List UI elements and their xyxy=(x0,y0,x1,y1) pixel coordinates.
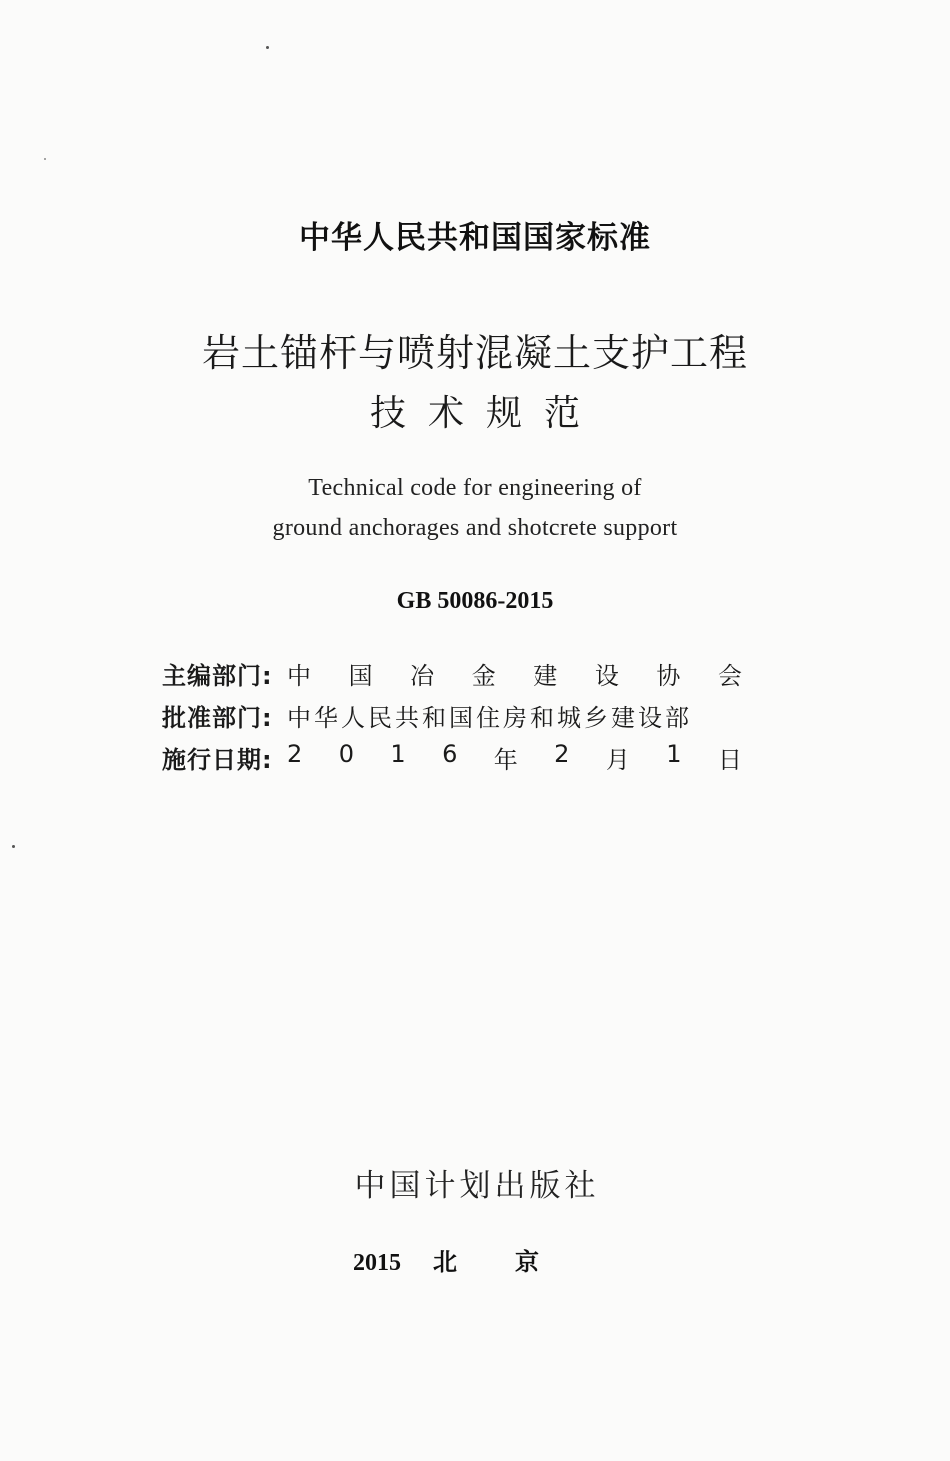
publication-place xyxy=(0,1242,950,1277)
value-char: 2 xyxy=(554,740,570,768)
value-char: 年 xyxy=(493,746,518,774)
approval-value: 中华人民共和国住房和城乡建设部 xyxy=(287,704,692,732)
value-char: 会 xyxy=(717,662,742,690)
effective-date-row xyxy=(162,740,742,774)
value-char: 1 xyxy=(666,740,682,768)
standard-title: 中华人民共和国国家标准 xyxy=(299,220,651,256)
publisher: 中国计划出版社 xyxy=(354,1168,600,1204)
publication-year: 2015 xyxy=(353,1250,401,1276)
scan-speck xyxy=(266,46,269,49)
scan-speck xyxy=(12,845,15,848)
value-char: 0 xyxy=(338,740,354,768)
chief-editor-label: 主编部门: xyxy=(162,662,273,690)
value-char: 冶 xyxy=(410,662,435,690)
value-char: 设 xyxy=(594,662,619,690)
title-cn-line1: 岩土锚杆与喷射混凝土支护工程 xyxy=(201,331,748,375)
approval-label: 批准部门: xyxy=(162,704,273,732)
publication-city: 北京 xyxy=(433,1250,597,1276)
value-char: 中 xyxy=(287,662,311,690)
value-char: 建 xyxy=(533,662,558,690)
effective-date-label: 施行日期: xyxy=(162,746,273,774)
chief-editor-value xyxy=(287,656,742,691)
value-char: 月 xyxy=(605,746,630,774)
title-en-line1: Technical code for engineering of xyxy=(308,475,642,501)
value-char: 6 xyxy=(442,740,458,768)
effective-date-value xyxy=(287,740,742,775)
chief-editor-row xyxy=(162,656,742,690)
title-cn-line2: 技术规范 xyxy=(369,393,602,434)
value-char: 1 xyxy=(390,740,406,768)
value-char: 国 xyxy=(348,662,373,690)
value-char: 金 xyxy=(471,662,496,690)
approval-row xyxy=(162,698,742,732)
scan-speck xyxy=(44,158,46,160)
value-char: 2 xyxy=(287,740,303,768)
value-char: 协 xyxy=(656,662,681,690)
standard-code: GB 50086-2015 xyxy=(396,588,554,614)
value-char: 日 xyxy=(717,746,742,774)
title-en-line2: ground anchorages and shotcrete support xyxy=(272,515,678,541)
